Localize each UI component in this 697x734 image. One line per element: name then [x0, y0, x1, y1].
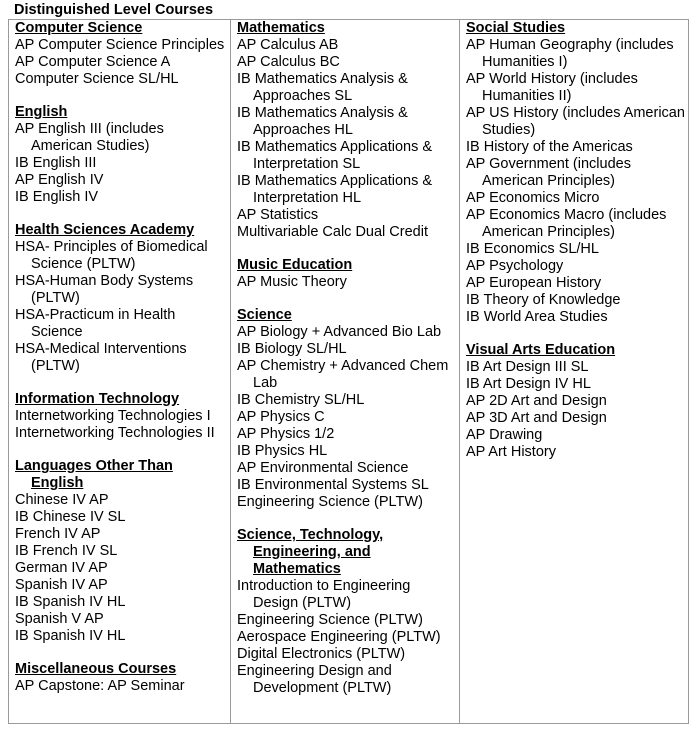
- course-item: AP Calculus AB: [237, 37, 339, 53]
- course-section: [15, 104, 227, 206]
- course-item: IB Spanish IV HL: [15, 628, 126, 644]
- course-item: Spanish V AP: [15, 611, 104, 627]
- course-item: Spanish IV AP: [15, 577, 108, 593]
- courses-table: [8, 19, 689, 724]
- course-item: AP Statistics: [237, 207, 319, 223]
- course-section: [15, 391, 227, 442]
- course-item: AP Computer Science Principles: [15, 37, 225, 53]
- course-item: IB World Area Studies: [466, 309, 608, 325]
- course-item: AP Government (includes American Principles): [466, 156, 631, 189]
- course-section: [466, 342, 685, 461]
- course-section: [15, 222, 227, 375]
- course-item: Engineering Science (PLTW): [237, 494, 423, 510]
- section-heading-line: Science: [237, 307, 292, 323]
- section-heading-line: English: [31, 475, 84, 491]
- course-item: IB Mathematics Analysis & Approaches SL: [237, 71, 408, 104]
- course-item: AP Biology + Advanced Bio Lab: [237, 324, 442, 340]
- course-item: IB Chemistry SL/HL: [237, 392, 365, 408]
- course-item: IB Art Design IV HL: [466, 376, 591, 392]
- section-heading-line: Engineering, and: [253, 544, 371, 560]
- course-item: Introduction to Engineering Design (PLTW): [237, 578, 411, 611]
- section-heading: [15, 20, 227, 37]
- course-item: AP Physics 1/2: [237, 426, 335, 442]
- section-heading-line: Languages Other Than: [15, 458, 173, 474]
- course-item: AP World History (includes Humanities II): [466, 71, 638, 104]
- course-item: Internetworking Technologies I: [15, 408, 211, 424]
- course-item: HSA-Human Body Systems (PLTW): [15, 273, 194, 306]
- course-item: AP Physics C: [237, 409, 325, 425]
- column: [231, 20, 460, 723]
- course-section: [466, 20, 685, 326]
- course-item: Chinese IV AP: [15, 492, 109, 508]
- page-title: Distinguished Level Courses: [14, 2, 214, 18]
- course-section: [237, 527, 456, 697]
- section-heading-line: Science, Technology,: [237, 527, 384, 543]
- section-heading: [15, 222, 227, 239]
- section-heading-line: Visual Arts Education: [466, 342, 616, 358]
- course-item: AP Calculus BC: [237, 54, 340, 70]
- course-section: [237, 307, 456, 511]
- course-item: IB Physics HL: [237, 443, 328, 459]
- course-item: IB Mathematics Applications & Interpretation SL: [237, 139, 433, 172]
- course-section: [15, 458, 227, 645]
- course-item: Engineering Design and Development (PLTW): [237, 663, 392, 696]
- course-item: AP Economics Macro (includes American Principles): [466, 207, 667, 240]
- section-heading: [15, 661, 227, 678]
- section-heading: [237, 20, 456, 37]
- course-item: AP Chemistry + Advanced Chem Lab: [237, 358, 449, 391]
- course-item: HSA- Principles of Biomedical Science (PLTW): [15, 239, 208, 272]
- course-item: IB Chinese IV SL: [15, 509, 126, 525]
- course-item: AP Music Theory: [237, 274, 347, 290]
- course-item: AP Art History: [466, 444, 556, 460]
- section-heading: [237, 527, 456, 578]
- course-item: German IV AP: [15, 560, 108, 576]
- column: [460, 20, 688, 723]
- section-heading-line: Mathematics: [253, 561, 341, 577]
- section-heading: [466, 342, 685, 359]
- section-heading-line: Mathematics: [237, 20, 325, 36]
- course-item: Engineering Science (PLTW): [237, 612, 423, 628]
- course-item: IB French IV SL: [15, 543, 118, 559]
- course-item: AP Environmental Science: [237, 460, 409, 476]
- course-item: HSA-Medical Interventions (PLTW): [15, 341, 187, 374]
- section-heading-line: Health Sciences Academy: [15, 222, 195, 238]
- course-item: HSA-Practicum in Health Science: [15, 307, 176, 340]
- course-item: AP 2D Art and Design: [466, 393, 607, 409]
- section-heading: [237, 307, 456, 324]
- course-item: IB Biology SL/HL: [237, 341, 347, 357]
- course-item: AP English III (includes American Studies): [15, 121, 164, 154]
- course-item: IB Mathematics Applications & Interpretation HL: [237, 173, 433, 206]
- course-item: Multivariable Calc Dual Credit: [237, 224, 428, 240]
- course-item: French IV AP: [15, 526, 101, 542]
- course-item: AP Drawing: [466, 427, 543, 443]
- section-heading: [15, 458, 227, 492]
- course-item: AP English IV: [15, 172, 104, 188]
- course-item: Aerospace Engineering (PLTW): [237, 629, 441, 645]
- course-item: AP Psychology: [466, 258, 564, 274]
- course-item: AP European History: [466, 275, 602, 291]
- section-heading: [15, 104, 227, 121]
- course-item: IB Environmental Systems SL: [237, 477, 429, 493]
- course-item: IB Mathematics Analysis & Approaches HL: [237, 105, 408, 138]
- course-item: IB History of the Americas: [466, 139, 633, 155]
- course-section: [15, 20, 227, 88]
- column: [9, 20, 231, 723]
- course-section: [237, 257, 456, 291]
- section-heading: [237, 257, 456, 274]
- course-item: IB Art Design III SL: [466, 359, 589, 375]
- course-section: [237, 20, 456, 241]
- course-item: Digital Electronics (PLTW): [237, 646, 406, 662]
- course-item: IB English III: [15, 155, 97, 171]
- section-heading: [466, 20, 685, 37]
- course-item: Internetworking Technologies II: [15, 425, 215, 441]
- section-heading: [15, 391, 227, 408]
- course-item: IB English IV: [15, 189, 99, 205]
- section-heading-line: Social Studies: [466, 20, 566, 36]
- course-item: IB Spanish IV HL: [15, 594, 126, 610]
- course-item: AP US History (includes American Studies): [466, 105, 685, 138]
- section-heading-line: Computer Science: [15, 20, 143, 36]
- course-item: AP Human Geography (includes Humanities I): [466, 37, 674, 70]
- course-item: Computer Science SL/HL: [15, 71, 179, 87]
- section-heading-line: Miscellaneous Courses: [15, 661, 177, 677]
- course-item: AP Computer Science A: [15, 54, 171, 70]
- course-section: [15, 661, 227, 695]
- course-item: IB Theory of Knowledge: [466, 292, 621, 308]
- section-heading-line: Information Technology: [15, 391, 180, 407]
- section-heading-line: English: [15, 104, 68, 120]
- course-item: AP Capstone: AP Seminar: [15, 678, 185, 694]
- course-item: AP 3D Art and Design: [466, 410, 607, 426]
- course-item: AP Economics Micro: [466, 190, 600, 206]
- section-heading-line: Music Education: [237, 257, 353, 273]
- course-item: IB Economics SL/HL: [466, 241, 599, 257]
